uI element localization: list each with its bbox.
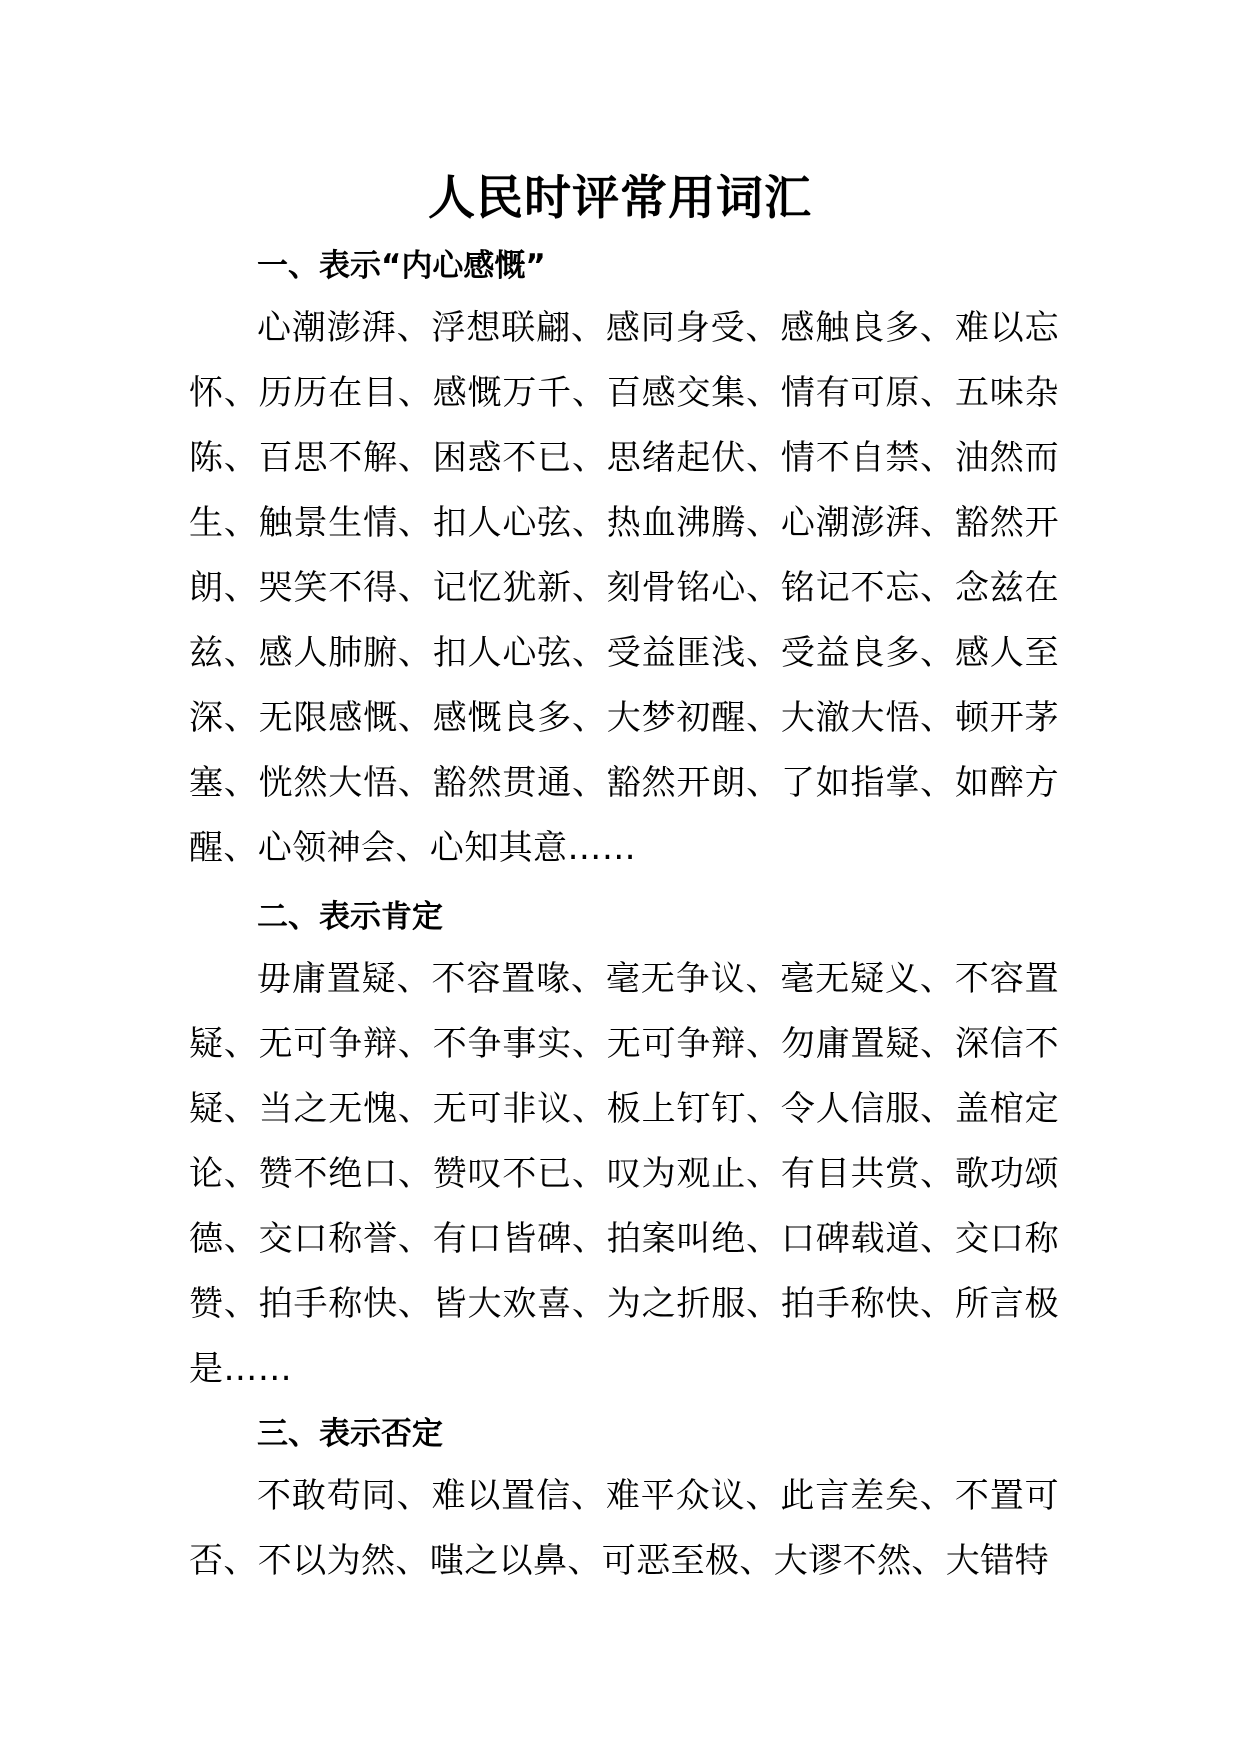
- section-heading-negation: 三、表示否定: [257, 1416, 443, 1452]
- section-body-emotion: 心潮澎湃、浮想联翩、感同身受、感触良多、难以忘怀、历历在目、感慨万千、百感交集、情有可原、五味杂陈、百思不解、困惑不已、思绪起伏、情不自禁、油然而生、触景生情、扣人心弦、热血沸腾、心潮澎湃、豁然开朗、哭笑不得、记忆犹新、刻骨铭心、铭记不忘、念兹在兹、感人肺腑、扣人心弦、受益匪浅、受益良多、感人至深、无限感慨、感慨良多、大梦初醒、大澈大悟、顿开茅塞、恍然大悟、豁然贯通、豁然开朗、了如指掌、如醉方醒、心领神会、心知其意……: [189, 308, 1059, 868]
- section-heading-emotion: 一、表示“内心感慨”: [257, 248, 546, 284]
- section-body-negation: 不敢苟同、难以置信、难平众议、此言差矣、不置可否、不以为然、嗤之以鼻、可恶至极、大谬不然、大错特: [189, 1476, 1059, 1581]
- document-title: 人民时评常用词汇: [428, 171, 812, 226]
- section-body-affirmation: 毋庸置疑、不容置喙、毫无争议、毫无疑义、不容置疑、无可争辩、不争事实、无可争辩、勿庸置疑、深信不疑、当之无愧、无可非议、板上钉钉、令人信服、盖棺定论、赞不绝口、赞叹不已、叹为观止、有目共赏、歌功颂德、交口称誉、有口皆碑、拍案叫绝、口碑载道、交口称赞、拍手称快、皆大欢喜、为之折服、拍手称快、所言极是……: [189, 959, 1059, 1389]
- section-heading-affirmation: 二、表示肯定: [257, 899, 443, 935]
